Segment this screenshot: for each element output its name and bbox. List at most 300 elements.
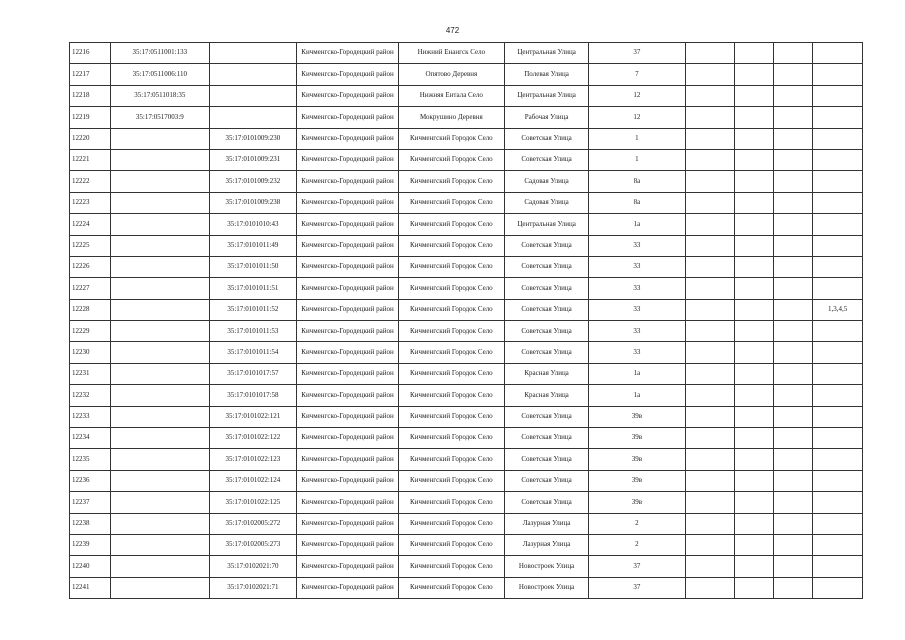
district-cell: Кичменгско-Городецкий район	[297, 235, 399, 256]
house-number-cell: 12	[589, 107, 685, 128]
row-number: 12240	[70, 556, 111, 577]
table-row	[70, 128, 863, 149]
street-cell: Лазурная Улица	[504, 534, 588, 555]
empty-cell	[774, 428, 813, 449]
cadastral-number-land	[111, 128, 209, 149]
district-cell: Кичменгско-Городецкий район	[297, 107, 399, 128]
table-row	[70, 43, 863, 64]
note-cell	[813, 149, 863, 170]
settlement-cell: Кичменгский Городок Село	[398, 321, 504, 342]
row-number: 12219	[70, 107, 111, 128]
note-cell	[813, 556, 863, 577]
house-number-cell: 1	[589, 128, 685, 149]
empty-cell	[735, 235, 774, 256]
empty-cell	[685, 513, 735, 534]
empty-cell	[735, 214, 774, 235]
cadastral-number-land	[111, 492, 209, 513]
street-cell: Центральная Улица	[504, 43, 588, 64]
district-cell: Кичменгско-Городецкий район	[297, 577, 399, 598]
empty-cell	[685, 363, 735, 384]
settlement-cell: Кичменгский Городок Село	[398, 278, 504, 299]
empty-cell	[735, 171, 774, 192]
cadastral-number-land	[111, 449, 209, 470]
house-number-cell: 33	[589, 235, 685, 256]
row-number: 12227	[70, 278, 111, 299]
settlement-cell: Нижняя Ентала Село	[398, 85, 504, 106]
district-cell: Кичменгско-Городецкий район	[297, 363, 399, 384]
empty-cell	[685, 214, 735, 235]
cadastral-number-land: 35:17:0511001:133	[111, 43, 209, 64]
cadastral-number-building: 35:17:0101009:238	[209, 192, 297, 213]
row-number: 12238	[70, 513, 111, 534]
street-cell: Советская Улица	[504, 406, 588, 427]
street-cell: Советская Улица	[504, 342, 588, 363]
district-cell: Кичменгско-Городецкий район	[297, 278, 399, 299]
cadastral-number-land: 35:17:0517003:9	[111, 107, 209, 128]
row-number: 12220	[70, 128, 111, 149]
empty-cell	[685, 556, 735, 577]
cadastral-number-land	[111, 214, 209, 235]
table-row	[70, 470, 863, 491]
empty-cell	[774, 64, 813, 85]
row-number: 12226	[70, 256, 111, 277]
row-number: 12224	[70, 214, 111, 235]
cadastral-number-building: 35:17:0101011:52	[209, 299, 297, 320]
house-number-cell: 33	[589, 321, 685, 342]
note-cell	[813, 85, 863, 106]
note-cell	[813, 107, 863, 128]
cadastral-number-building: 35:17:0101009:230	[209, 128, 297, 149]
empty-cell	[735, 534, 774, 555]
settlement-cell: Кичменгский Городок Село	[398, 299, 504, 320]
registry-table	[69, 42, 863, 599]
cadastral-number-building: 35:17:0102021:71	[209, 577, 297, 598]
empty-cell	[685, 256, 735, 277]
empty-cell	[685, 299, 735, 320]
empty-cell	[735, 321, 774, 342]
cadastral-number-building: 35:17:0101022:125	[209, 492, 297, 513]
empty-cell	[735, 299, 774, 320]
street-cell: Полевая Улица	[504, 64, 588, 85]
district-cell: Кичменгско-Городецкий район	[297, 43, 399, 64]
empty-cell	[735, 385, 774, 406]
cadastral-number-building: 35:17:0101011:50	[209, 256, 297, 277]
settlement-cell: Кичменгский Городок Село	[398, 577, 504, 598]
settlement-cell: Кичменгский Городок Село	[398, 256, 504, 277]
note-cell	[813, 43, 863, 64]
street-cell: Красная Улица	[504, 363, 588, 384]
street-cell: Красная Улица	[504, 385, 588, 406]
settlement-cell: Кичменгский Городок Село	[398, 449, 504, 470]
table-row	[70, 428, 863, 449]
table-row	[70, 556, 863, 577]
district-cell: Кичменгско-Городецкий район	[297, 428, 399, 449]
settlement-cell: Кичменгский Городок Село	[398, 149, 504, 170]
cadastral-number-land	[111, 513, 209, 534]
page-number: 472	[445, 26, 460, 35]
street-cell: Советская Улица	[504, 149, 588, 170]
empty-cell	[685, 470, 735, 491]
row-number: 12232	[70, 385, 111, 406]
house-number-cell: 39в	[589, 449, 685, 470]
row-number: 12225	[70, 235, 111, 256]
house-number-cell: 1	[589, 149, 685, 170]
row-number: 12235	[70, 449, 111, 470]
cadastral-number-building: 35:17:0101017:58	[209, 385, 297, 406]
row-number: 12228	[70, 299, 111, 320]
row-number: 12233	[70, 406, 111, 427]
house-number-cell: 12	[589, 85, 685, 106]
district-cell: Кичменгско-Городецкий район	[297, 299, 399, 320]
house-number-cell: 1а	[589, 385, 685, 406]
table-row	[70, 577, 863, 598]
empty-cell	[735, 192, 774, 213]
empty-cell	[685, 85, 735, 106]
note-cell	[813, 235, 863, 256]
settlement-cell: Кичменгский Городок Село	[398, 534, 504, 555]
cadastral-number-land	[111, 321, 209, 342]
table-row	[70, 534, 863, 555]
cadastral-number-building	[209, 85, 297, 106]
district-cell: Кичменгско-Городецкий район	[297, 149, 399, 170]
table-row	[70, 64, 863, 85]
cadastral-number-land	[111, 256, 209, 277]
empty-cell	[735, 278, 774, 299]
settlement-cell: Кичменгский Городок Село	[398, 492, 504, 513]
table-row	[70, 363, 863, 384]
cadastral-number-building: 35:17:0101022:124	[209, 470, 297, 491]
empty-cell	[774, 278, 813, 299]
cadastral-number-land	[111, 299, 209, 320]
empty-cell	[685, 428, 735, 449]
note-cell	[813, 428, 863, 449]
cadastral-number-building: 35:17:0102021:70	[209, 556, 297, 577]
table-row	[70, 107, 863, 128]
cadastral-number-building: 35:17:0101009:232	[209, 171, 297, 192]
house-number-cell: 33	[589, 342, 685, 363]
cadastral-number-land	[111, 278, 209, 299]
empty-cell	[735, 149, 774, 170]
cadastral-number-land	[111, 534, 209, 555]
row-number: 12216	[70, 43, 111, 64]
empty-cell	[685, 321, 735, 342]
cadastral-number-land	[111, 342, 209, 363]
settlement-cell: Кичменгский Городок Село	[398, 192, 504, 213]
street-cell: Советская Улица	[504, 299, 588, 320]
empty-cell	[685, 128, 735, 149]
district-cell: Кичменгско-Городецкий район	[297, 256, 399, 277]
cadastral-number-land	[111, 385, 209, 406]
note-cell	[813, 406, 863, 427]
table-row	[70, 235, 863, 256]
empty-cell	[774, 406, 813, 427]
street-cell: Центральная Улица	[504, 214, 588, 235]
empty-cell	[735, 556, 774, 577]
table-row	[70, 513, 863, 534]
cadastral-number-land	[111, 406, 209, 427]
note-cell	[813, 192, 863, 213]
empty-cell	[735, 470, 774, 491]
note-cell	[813, 513, 863, 534]
house-number-cell: 37	[589, 577, 685, 598]
cadastral-number-building: 35:17:0102005:272	[209, 513, 297, 534]
empty-cell	[685, 406, 735, 427]
street-cell: Новостроек Улица	[504, 556, 588, 577]
empty-cell	[685, 107, 735, 128]
cadastral-number-building: 35:17:0101011:49	[209, 235, 297, 256]
district-cell: Кичменгско-Городецкий район	[297, 534, 399, 555]
row-number: 12222	[70, 171, 111, 192]
empty-cell	[735, 363, 774, 384]
settlement-cell: Кичменгский Городок Село	[398, 214, 504, 235]
empty-cell	[685, 149, 735, 170]
empty-cell	[774, 235, 813, 256]
empty-cell	[774, 43, 813, 64]
registry-rows	[70, 43, 863, 599]
district-cell: Кичменгско-Городецкий район	[297, 492, 399, 513]
row-number: 12229	[70, 321, 111, 342]
cadastral-number-building: 35:17:0101011:51	[209, 278, 297, 299]
empty-cell	[774, 513, 813, 534]
cadastral-number-building: 35:17:0101022:123	[209, 449, 297, 470]
table-row	[70, 214, 863, 235]
house-number-cell: 39в	[589, 470, 685, 491]
note-cell	[813, 64, 863, 85]
empty-cell	[685, 192, 735, 213]
row-number: 12241	[70, 577, 111, 598]
settlement-cell: Опятово Деревня	[398, 64, 504, 85]
table-row	[70, 321, 863, 342]
cadastral-number-land	[111, 171, 209, 192]
district-cell: Кичменгско-Городецкий район	[297, 214, 399, 235]
house-number-cell: 39в	[589, 428, 685, 449]
note-cell	[813, 171, 863, 192]
cadastral-number-land	[111, 235, 209, 256]
cadastral-number-land	[111, 470, 209, 491]
row-number: 12218	[70, 85, 111, 106]
cadastral-number-land	[111, 577, 209, 598]
empty-cell	[685, 492, 735, 513]
empty-cell	[735, 406, 774, 427]
table-row	[70, 299, 863, 320]
street-cell: Советская Улица	[504, 470, 588, 491]
empty-cell	[735, 107, 774, 128]
house-number-cell: 33	[589, 278, 685, 299]
district-cell: Кичменгско-Городецкий район	[297, 556, 399, 577]
empty-cell	[685, 171, 735, 192]
empty-cell	[735, 513, 774, 534]
empty-cell	[774, 128, 813, 149]
house-number-cell: 1а	[589, 363, 685, 384]
district-cell: Кичменгско-Городецкий район	[297, 64, 399, 85]
note-cell	[813, 342, 863, 363]
row-number: 12223	[70, 192, 111, 213]
table-row	[70, 385, 863, 406]
empty-cell	[774, 577, 813, 598]
street-cell: Советская Улица	[504, 278, 588, 299]
cadastral-number-building: 35:17:0101022:122	[209, 428, 297, 449]
note-cell: 1,3,4,5	[813, 299, 863, 320]
street-cell: Советская Улица	[504, 449, 588, 470]
district-cell: Кичменгско-Городецкий район	[297, 342, 399, 363]
row-number: 12234	[70, 428, 111, 449]
street-cell: Рабочая Улица	[504, 107, 588, 128]
district-cell: Кичменгско-Городецкий район	[297, 449, 399, 470]
cadastral-number-building: 35:17:0101009:231	[209, 149, 297, 170]
street-cell: Советская Улица	[504, 492, 588, 513]
note-cell	[813, 449, 863, 470]
cadastral-number-land: 35:17:0511018:35	[111, 85, 209, 106]
table-row	[70, 171, 863, 192]
row-number: 12236	[70, 470, 111, 491]
empty-cell	[685, 278, 735, 299]
empty-cell	[774, 363, 813, 384]
settlement-cell: Кичменгский Городок Село	[398, 363, 504, 384]
table-row	[70, 149, 863, 170]
cadastral-number-building: 35:17:0101011:54	[209, 342, 297, 363]
empty-cell	[774, 149, 813, 170]
street-cell: Новостроек Улица	[504, 577, 588, 598]
street-cell: Советская Улица	[504, 235, 588, 256]
empty-cell	[685, 64, 735, 85]
cadastral-number-land: 35:17:0511006:110	[111, 64, 209, 85]
house-number-cell: 8а	[589, 171, 685, 192]
cadastral-number-building: 35:17:0101010:43	[209, 214, 297, 235]
house-number-cell: 33	[589, 299, 685, 320]
house-number-cell: 8а	[589, 192, 685, 213]
district-cell: Кичменгско-Городецкий район	[297, 171, 399, 192]
street-cell: Садовая Улица	[504, 171, 588, 192]
house-number-cell: 39в	[589, 406, 685, 427]
empty-cell	[774, 256, 813, 277]
empty-cell	[685, 235, 735, 256]
settlement-cell: Кичменгский Городок Село	[398, 428, 504, 449]
table-row	[70, 406, 863, 427]
empty-cell	[735, 342, 774, 363]
cadastral-number-building: 35:17:0101022:121	[209, 406, 297, 427]
empty-cell	[774, 171, 813, 192]
row-number: 12221	[70, 149, 111, 170]
note-cell	[813, 534, 863, 555]
district-cell: Кичменгско-Городецкий район	[297, 470, 399, 491]
cadastral-number-land	[111, 363, 209, 384]
street-cell: Советская Улица	[504, 128, 588, 149]
note-cell	[813, 214, 863, 235]
empty-cell	[735, 256, 774, 277]
table-row	[70, 192, 863, 213]
note-cell	[813, 577, 863, 598]
empty-cell	[774, 85, 813, 106]
empty-cell	[774, 321, 813, 342]
settlement-cell: Кичменгский Городок Село	[398, 556, 504, 577]
house-number-cell: 1а	[589, 214, 685, 235]
empty-cell	[735, 449, 774, 470]
settlement-cell: Кичменгский Городок Село	[398, 513, 504, 534]
empty-cell	[774, 470, 813, 491]
note-cell	[813, 256, 863, 277]
table-row	[70, 449, 863, 470]
cadastral-number-land	[111, 149, 209, 170]
note-cell	[813, 321, 863, 342]
street-cell: Лазурная Улица	[504, 513, 588, 534]
row-number: 12231	[70, 363, 111, 384]
empty-cell	[774, 107, 813, 128]
note-cell	[813, 492, 863, 513]
district-cell: Кичменгско-Городецкий район	[297, 128, 399, 149]
house-number-cell: 37	[589, 556, 685, 577]
settlement-cell: Нижний Енангск Село	[398, 43, 504, 64]
empty-cell	[735, 43, 774, 64]
empty-cell	[735, 85, 774, 106]
house-number-cell: 37	[589, 43, 685, 64]
empty-cell	[735, 492, 774, 513]
cadastral-number-building: 35:17:0102005:273	[209, 534, 297, 555]
empty-cell	[774, 385, 813, 406]
table-row	[70, 492, 863, 513]
empty-cell	[774, 556, 813, 577]
empty-cell	[685, 449, 735, 470]
empty-cell	[685, 43, 735, 64]
cadastral-number-building: 35:17:0101011:53	[209, 321, 297, 342]
settlement-cell: Кичменгский Городок Село	[398, 235, 504, 256]
empty-cell	[685, 534, 735, 555]
note-cell	[813, 470, 863, 491]
district-cell: Кичменгско-Городецкий район	[297, 321, 399, 342]
table-row	[70, 256, 863, 277]
cadastral-number-building	[209, 107, 297, 128]
street-cell: Садовая Улица	[504, 192, 588, 213]
cadastral-number-building: 35:17:0101017:57	[209, 363, 297, 384]
street-cell: Центральная Улица	[504, 85, 588, 106]
empty-cell	[735, 64, 774, 85]
settlement-cell: Кичменгский Городок Село	[398, 470, 504, 491]
empty-cell	[774, 449, 813, 470]
cadastral-number-building	[209, 64, 297, 85]
settlement-cell: Кичменгский Городок Село	[398, 128, 504, 149]
street-cell: Советская Улица	[504, 321, 588, 342]
empty-cell	[774, 214, 813, 235]
street-cell: Советская Улица	[504, 256, 588, 277]
note-cell	[813, 363, 863, 384]
cadastral-number-building	[209, 43, 297, 64]
empty-cell	[685, 577, 735, 598]
empty-cell	[735, 128, 774, 149]
row-number: 12237	[70, 492, 111, 513]
house-number-cell: 33	[589, 256, 685, 277]
empty-cell	[735, 577, 774, 598]
house-number-cell: 2	[589, 513, 685, 534]
empty-cell	[685, 342, 735, 363]
cadastral-number-land	[111, 556, 209, 577]
note-cell	[813, 128, 863, 149]
note-cell	[813, 278, 863, 299]
cadastral-number-land	[111, 428, 209, 449]
district-cell: Кичменгско-Городецкий район	[297, 513, 399, 534]
empty-cell	[774, 342, 813, 363]
settlement-cell: Кичменгский Городок Село	[398, 171, 504, 192]
row-number: 12239	[70, 534, 111, 555]
row-number: 12230	[70, 342, 111, 363]
house-number-cell: 7	[589, 64, 685, 85]
note-cell	[813, 385, 863, 406]
settlement-cell: Кичменгский Городок Село	[398, 342, 504, 363]
settlement-cell: Кичменгский Городок Село	[398, 406, 504, 427]
empty-cell	[735, 428, 774, 449]
cadastral-number-land	[111, 192, 209, 213]
house-number-cell: 39в	[589, 492, 685, 513]
empty-cell	[774, 299, 813, 320]
table-row	[70, 342, 863, 363]
